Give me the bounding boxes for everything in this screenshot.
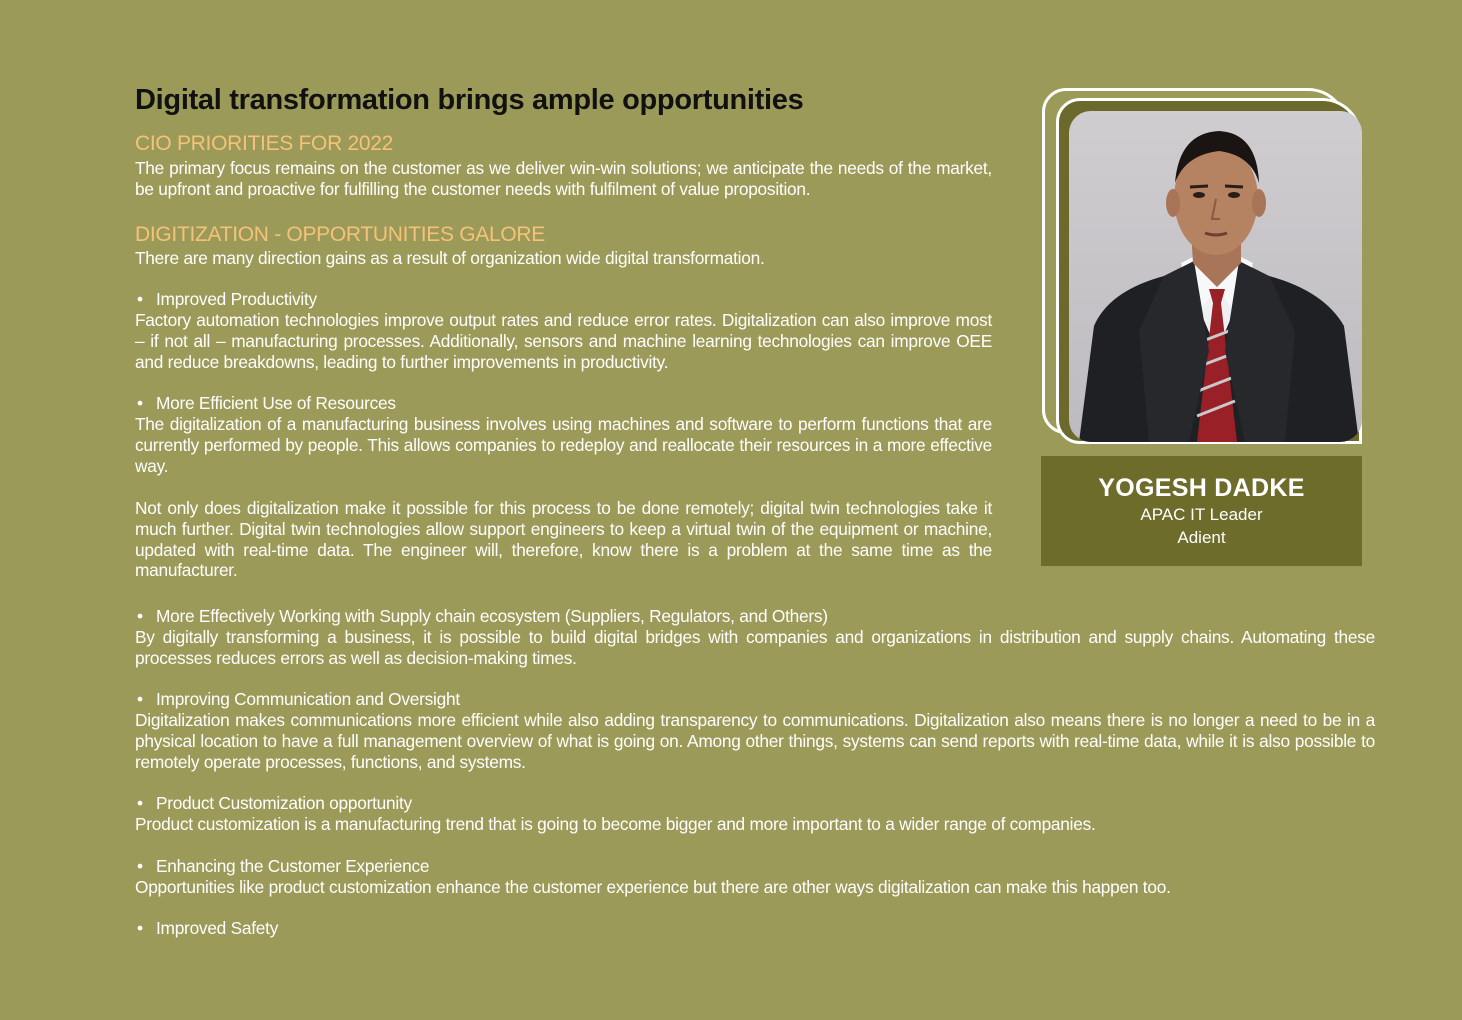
bullet-improved-safety bbox=[137, 918, 278, 939]
article-title: Digital transformation brings ample opportunities bbox=[135, 84, 804, 116]
profile-name: YOGESH DADKE bbox=[1098, 474, 1305, 502]
bullet-label: Improved Productivity bbox=[156, 289, 317, 309]
bullet-label: Improving Communication and Oversight bbox=[156, 689, 460, 709]
section-heading-digitization: DIGITIZATION - OPPORTUNITIES GALORE bbox=[135, 223, 545, 246]
bullet-dot: • bbox=[137, 918, 143, 938]
bullet-supply-chain bbox=[137, 606, 828, 627]
bullet-improved-productivity bbox=[137, 289, 317, 310]
profile-role: APAC IT Leader bbox=[1140, 505, 1263, 524]
product-customization-text: Product customization is a manufacturing trend that is going to become bigger and more important to a wider range of companies. bbox=[135, 814, 1096, 834]
bullet-label: More Effectively Working with Supply chain ecosystem (Suppliers, Regulators, and Others) bbox=[156, 606, 828, 626]
efficient-resources-text: The digitalization of a manufacturing business involves using machines and software to perform functions that are currently performed by people. This allows companies to redeploy and reallocate their resources in a more effective way. bbox=[135, 414, 992, 476]
profile-photo bbox=[1069, 111, 1362, 442]
digitization-intro-text: There are many direction gains as a result of organization wide digital transformation. bbox=[135, 248, 765, 268]
section-heading-cio-priorities: CIO PRIORITIES FOR 2022 bbox=[135, 132, 393, 155]
communication-text: Digitalization makes communications more efficient while also adding transparency to communications. Digitalization also means there is no longer a need to be in a physical location to have a full management overview of what is going on. Among other things, systems can send reports with real-time data, while it is also possible to remotely operate processes, functions, and systems. bbox=[135, 710, 1375, 772]
bullet-dot: • bbox=[137, 289, 143, 309]
supply-chain-text: By digitally transforming a business, it is possible to build digital bridges with companies and organizations in distribution and supply chains. Automating these processes reduces errors as well as decision-making times. bbox=[135, 627, 1375, 668]
bullet-label: More Efficient Use of Resources bbox=[156, 393, 396, 413]
bullet-label: Improved Safety bbox=[156, 918, 279, 938]
bullet-product-customization bbox=[137, 793, 412, 814]
bullet-dot: • bbox=[137, 689, 143, 709]
customer-experience-text: Opportunities like product customization enhance the customer experience but there are other ways digitalization can make this happen too. bbox=[135, 877, 1171, 897]
profile-company: Adient bbox=[1177, 528, 1226, 547]
bullet-communication bbox=[137, 689, 460, 710]
bullet-dot: • bbox=[137, 393, 143, 413]
bullet-label: Enhancing the Customer Experience bbox=[156, 856, 430, 876]
bullet-dot: • bbox=[137, 856, 143, 876]
profile-nameplate bbox=[1041, 456, 1362, 566]
bullet-dot: • bbox=[137, 793, 143, 813]
bullet-label: Product Customization opportunity bbox=[156, 793, 412, 813]
improved-productivity-text: Factory automation technologies improve output rates and reduce error rates. Digitalization can also improve most – if not all – manufacturing processes. Additionally, sensors and machine learning technologies can improve OEE and reduce breakdowns, leading to further improvements in productivity. bbox=[135, 310, 992, 372]
digital-twin-text: Not only does digitalization make it possible for this process to be done remotely; digital twin technologies take it much further. Digital twin technologies allow support engineers to keep a virtual twin of the equipment or machine, updated with real-time data. The engineer will, therefore, know there is a problem at the same time as the manufacturer. bbox=[135, 498, 992, 581]
portrait-illustration bbox=[1069, 111, 1362, 442]
bullet-customer-experience bbox=[137, 856, 429, 877]
bullet-efficient-resources bbox=[137, 393, 396, 414]
cio-priorities-text: The primary focus remains on the customer as we deliver win-win solutions; we anticipate the needs of the market, be upfront and proactive for fulfilling the customer needs with fulfilment of value proposition. bbox=[135, 158, 992, 199]
bullet-dot: • bbox=[137, 606, 143, 626]
